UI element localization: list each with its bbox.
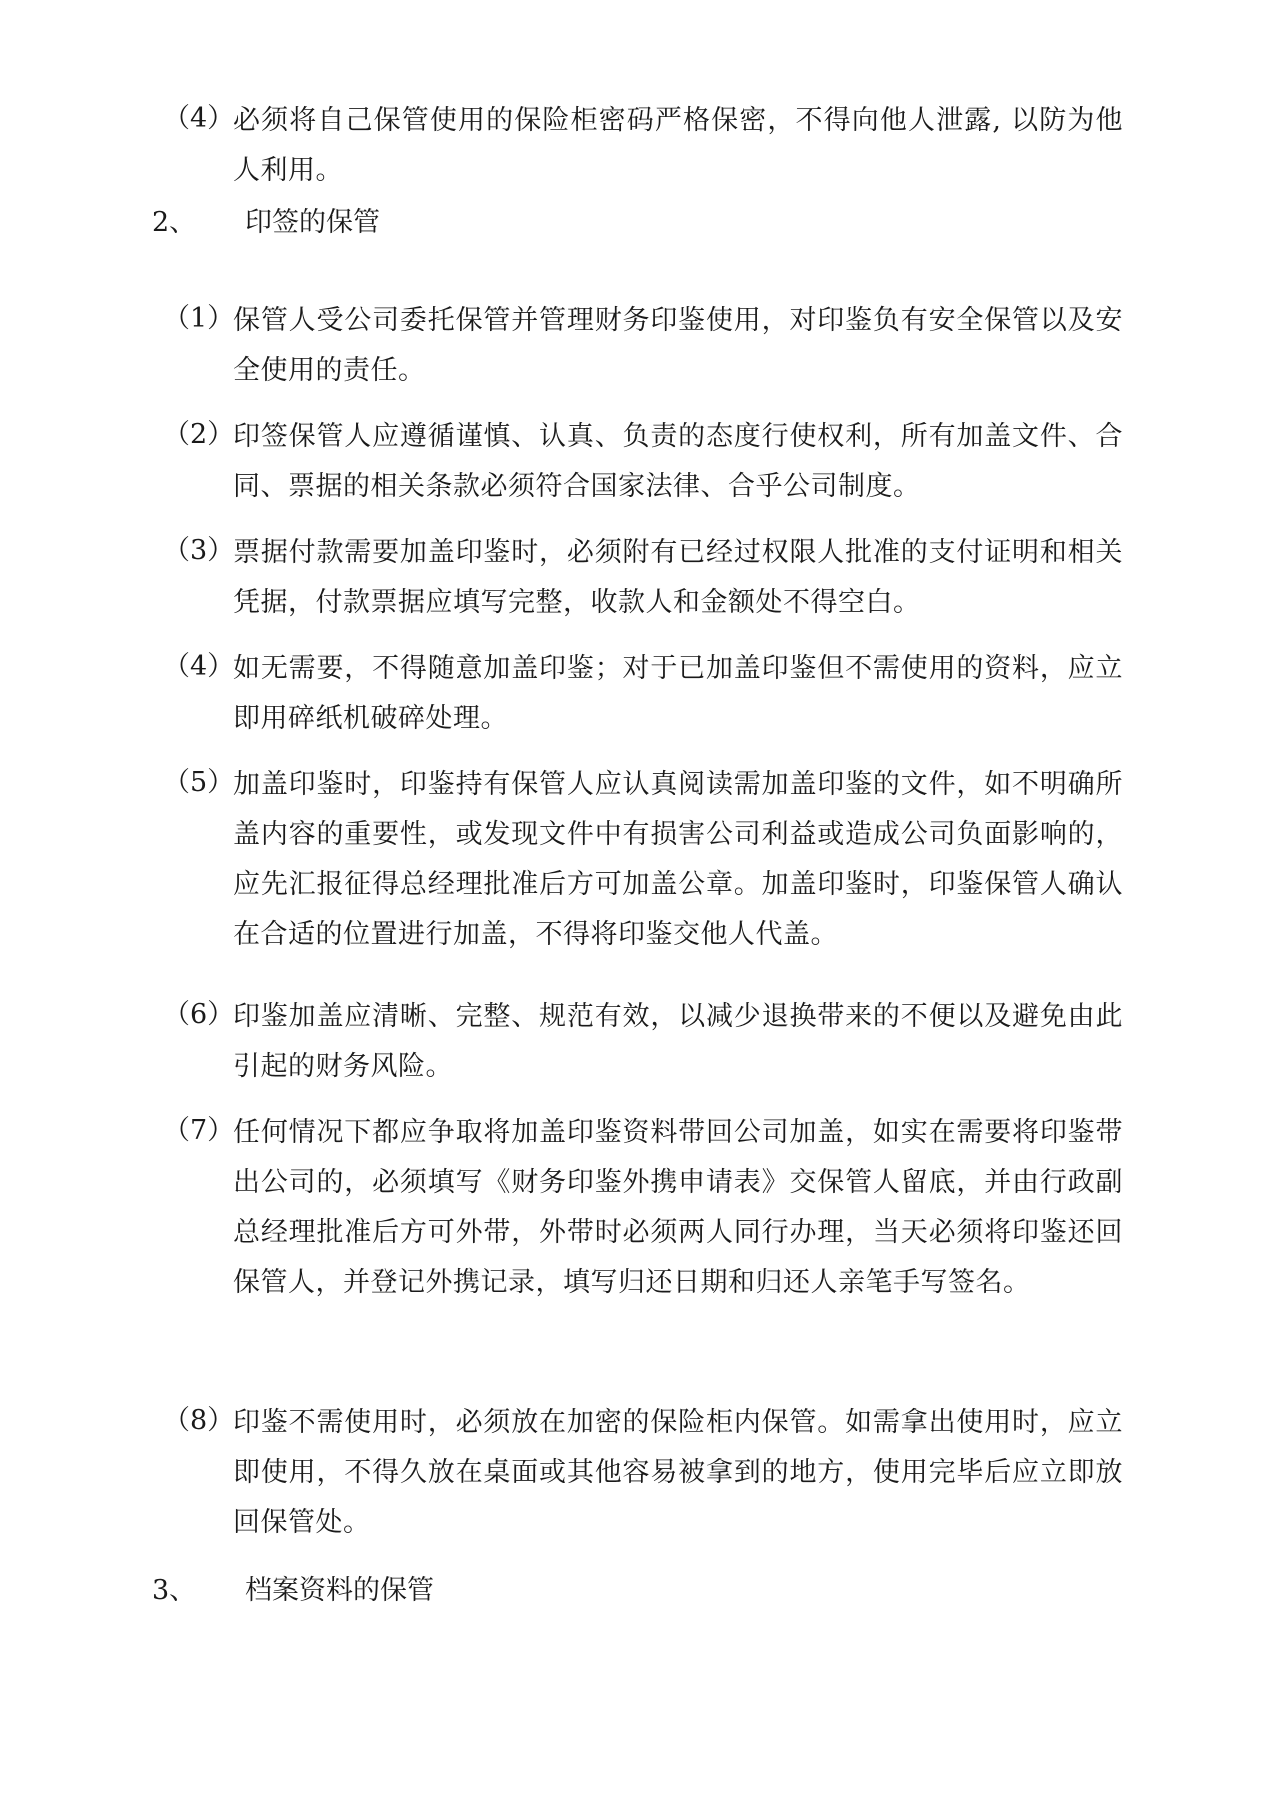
item-number: （8） xyxy=(163,1405,235,1436)
section-heading-seal-custody xyxy=(152,200,380,239)
list-item-3 xyxy=(163,528,1123,628)
item-text: 印鉴不需使用时，必须放在加密的保险柜内保管。如需拿出使用时，应立即使用，不得久放在桌面或其他容易被拿到的地方，使用完毕后应立即放回保管处。 xyxy=(233,1407,1123,1538)
item-text: 任何情况下都应争取将加盖印鉴资料带回公司加盖，如实在需要将印鉴带出公司的，必须填写《财务印鉴外携申请表》交保管人留底，并由行政副总经理批准后方可外带，外带时必须两人同行办理，当天必须将印鉴还回保管人，并登记外携记录，填写归还日期和归还人亲笔手写签名。 xyxy=(233,1117,1123,1298)
item-number: （3） xyxy=(163,535,235,566)
item-text: 加盖印鉴时，印鉴持有保管人应认真阅读需加盖印鉴的文件，如不明确所盖内容的重要性，或发现文件中有损害公司利益或造成公司负面影响的，应先汇报征得总经理批准后方可加盖公章。加盖印鉴时，印鉴保管人确认在合适的位置进行加盖，不得将印鉴交他人代盖。 xyxy=(233,769,1123,950)
item-number: （1） xyxy=(163,303,235,334)
section-number: 3、 xyxy=(152,1575,197,1606)
list-item-4-safe-password xyxy=(163,96,1123,196)
item-text: 票据付款需要加盖印鉴时，必须附有已经过权限人批准的支付证明和相关凭据，付款票据应填写完整，收款人和金额处不得空白。 xyxy=(233,537,1123,618)
item-text: 印鉴加盖应清晰、完整、规范有效，以减少退换带来的不便以及避免由此引起的财务风险。 xyxy=(233,1001,1123,1082)
list-item-8 xyxy=(163,1398,1123,1548)
item-text: 必须将自己保管使用的保险柜密码严格保密，不得向他人泄露, 以防为他人利用。 xyxy=(233,105,1123,186)
section-title: 档案资料的保管 xyxy=(245,1575,434,1606)
item-number: （2） xyxy=(163,419,235,450)
list-item-6 xyxy=(163,992,1123,1092)
list-item-4 xyxy=(163,644,1123,744)
item-text: 如无需要，不得随意加盖印鉴；对于已加盖印鉴但不需使用的资料，应立即用碎纸机破碎处理。 xyxy=(233,653,1123,734)
list-item-2 xyxy=(163,412,1123,512)
list-item-7 xyxy=(163,1108,1123,1308)
item-text: 印签保管人应遵循谨慎、认真、负责的态度行使权利，所有加盖文件、合同、票据的相关条款必须符合国家法律、合乎公司制度。 xyxy=(233,421,1123,502)
item-number: （5） xyxy=(163,767,235,798)
item-number: （4） xyxy=(163,651,235,682)
item-number: （7） xyxy=(163,1115,235,1146)
section-heading-archive-custody xyxy=(152,1568,434,1607)
item-number: （4） xyxy=(163,103,235,134)
list-item-5 xyxy=(163,760,1123,960)
section-title: 印签的保管 xyxy=(245,207,380,238)
section-number: 2、 xyxy=(152,207,197,238)
list-item-1 xyxy=(163,296,1123,396)
item-text: 保管人受公司委托保管并管理财务印鉴使用，对印鉴负有安全保管以及安全使用的责任。 xyxy=(233,305,1123,386)
item-number: （6） xyxy=(163,999,235,1030)
